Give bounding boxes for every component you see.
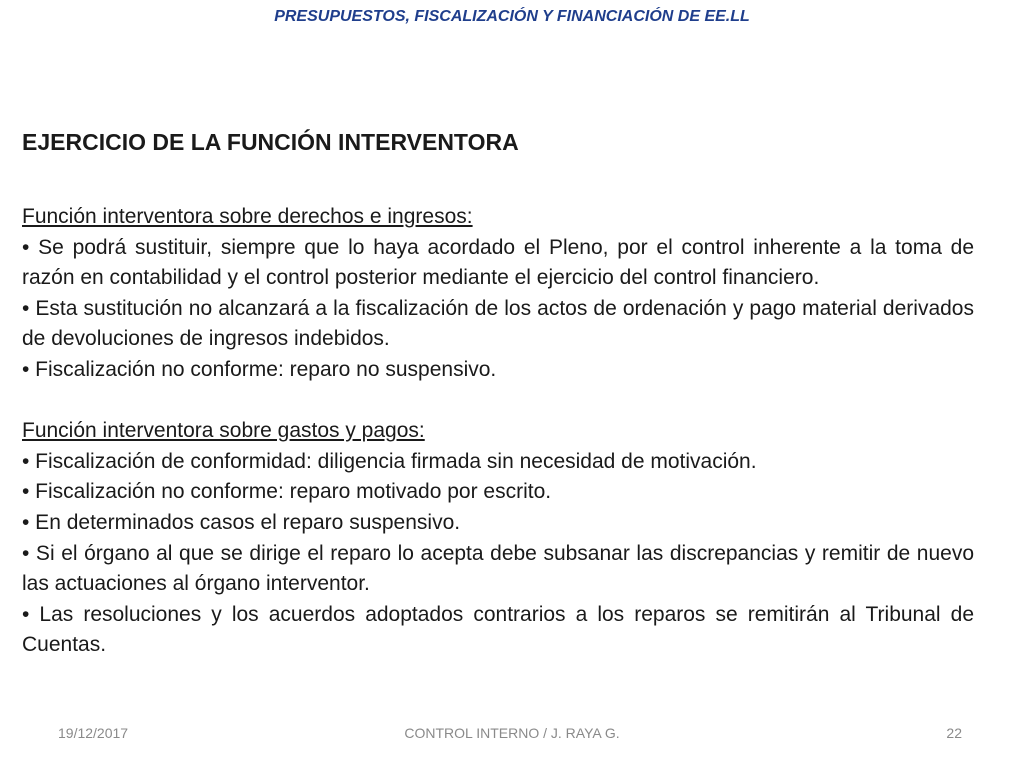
bullet-item: • Fiscalización no conforme: reparo motivado por escrito. <box>22 480 552 504</box>
section-heading: Función interventora sobre derechos e ingresos: <box>22 205 473 228</box>
section-gastos <box>22 416 974 661</box>
bullet-item: • Si el órgano al que se dirige el reparo lo acepta debe subsanar las discrepancias y remitir de nuevo las actuaciones al órgano interventor. <box>22 541 974 596</box>
footer-author: CONTROL INTERNO / J. RAYA G. <box>404 725 620 741</box>
slide-title: EJERCICIO DE LA FUNCIÓN INTERVENTORA <box>22 129 519 155</box>
bullet-item: • Se podrá sustituir, siempre que lo haya acordado el Pleno, por el control inherente a la toma de razón en contabilidad y el control posterior mediante el ejercicio del control financiero. <box>22 235 974 290</box>
section-ingresos <box>22 202 974 386</box>
section-spacer <box>22 386 974 417</box>
page-number: 22 <box>946 725 962 741</box>
bullet-item: • En determinados casos el reparo suspensivo. <box>22 510 461 534</box>
bullet-item: • Fiscalización no conforme: reparo no suspensivo. <box>22 357 497 381</box>
bullet-item: • Las resoluciones y los acuerdos adoptados contrarios a los reparos se remitirán al Tribunal de Cuentas. <box>22 602 974 657</box>
bullet-item: • Fiscalización de conformidad: diligencia firmada sin necesidad de motivación. <box>22 449 757 473</box>
footer-date: 19/12/2017 <box>58 725 129 741</box>
section-heading: Función interventora sobre gastos y pagos: <box>22 419 425 443</box>
bullet-item: • Esta sustitución no alcanzará a la fiscalización de los actos de ordenación y pago material derivados de devoluciones de ingresos indebidos. <box>22 296 974 351</box>
slide-header: PRESUPUESTOS, FISCALIZACIÓN Y FINANCIACIÓN DE EE.LL <box>274 8 750 25</box>
slide-body <box>22 202 974 661</box>
